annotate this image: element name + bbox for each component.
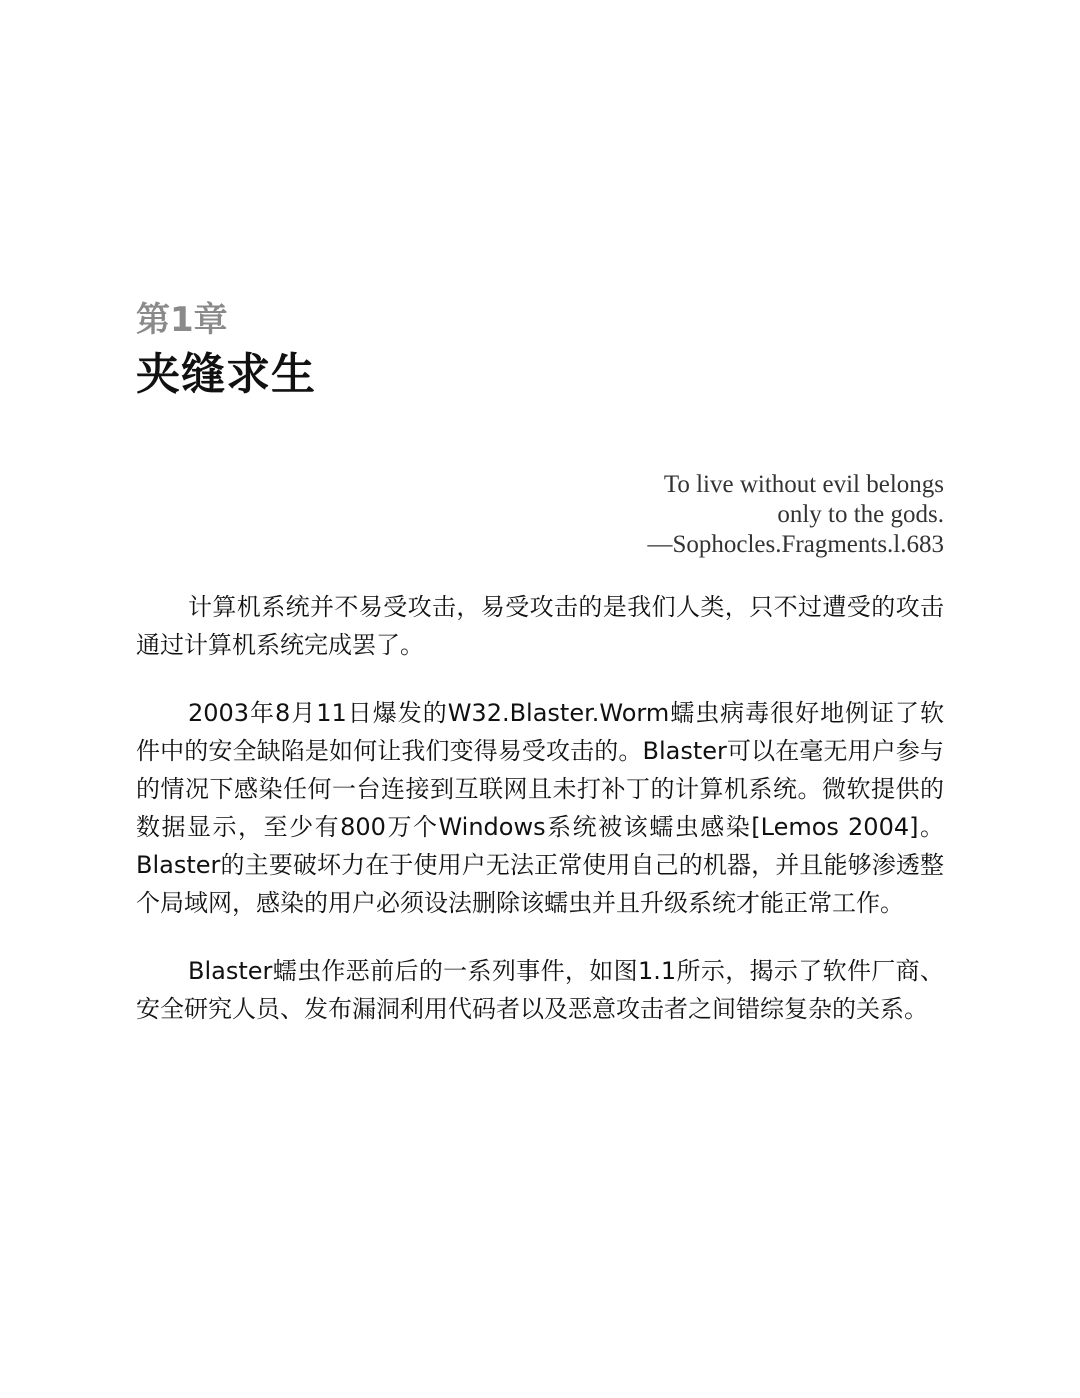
paragraph: 2003年8月11日爆发的W32.Blaster.Worm蠕虫病毒很好地例证了软件中的安全缺陷是如何让我们变得易受攻击的。Blaster可以在毫无用户参与的情况下感染任何一台连接到互联网且未打补丁的计算机系统。微软提供的数据显示，至少有800万个Windows系统被该蠕虫感染[Lemos 2004]。Blaster的主要破坏力在于使用户无法正常使用自己的机器，并且能够渗透整个局域网，感染的用户必须设法删除该蠕虫并且升级系统才能正常工作。 [136, 699, 944, 917]
paragraph: 计算机系统并不易受攻击，易受攻击的是我们人类，只不过遭受的攻击通过计算机系统完成罢了。 [136, 593, 944, 659]
paragraph: Blaster蠕虫作恶前后的一系列事件，如图1.1所示，揭示了软件厂商、安全研究人员、发布漏洞利用代码者以及恶意攻击者之间错综复杂的关系。 [136, 957, 944, 1023]
chapter-title: 夹缝求生 [136, 349, 316, 400]
epigraph [647, 470, 944, 560]
epigraph-line: only to the gods. [777, 501, 944, 528]
epigraph-line: To live without evil belongs [663, 471, 944, 498]
body-text [136, 588, 944, 1058]
epigraph-attribution: —Sophocles.Fragments.l.683 [647, 531, 944, 558]
chapter-number: 第1章 [136, 300, 228, 340]
